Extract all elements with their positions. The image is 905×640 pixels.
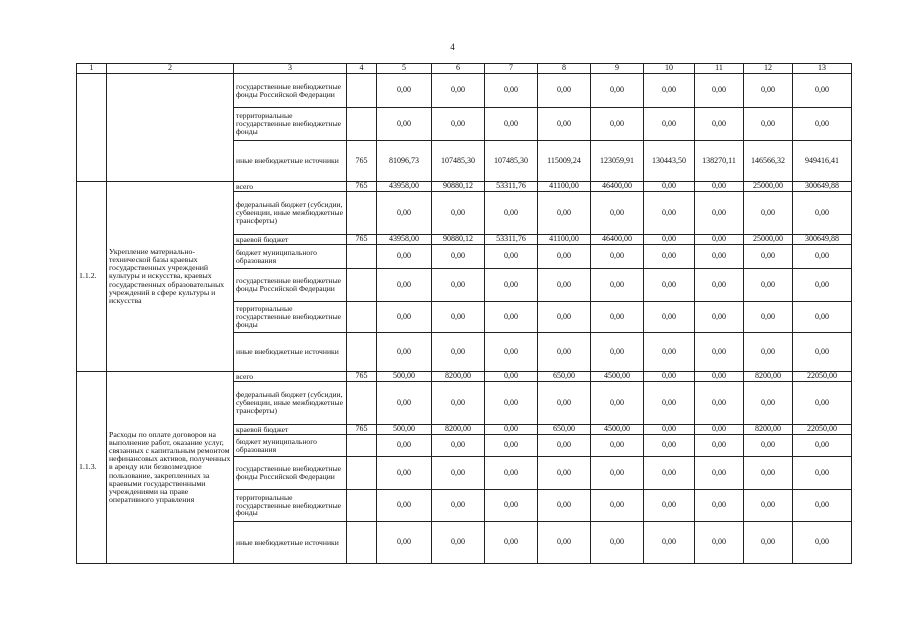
table-row <box>77 74 852 108</box>
value-cell: 0,00 <box>377 192 432 235</box>
value-cell: 0,00 <box>793 457 852 490</box>
value-cell: 0,00 <box>793 382 852 425</box>
header-cell: 3 <box>234 64 347 74</box>
funding-source-cell: территориальные государственные внебюджетные фонды <box>234 108 347 141</box>
value-cell: 0,00 <box>695 382 744 425</box>
value-cell: 0,00 <box>538 108 591 141</box>
value-cell: 0,00 <box>793 302 852 333</box>
value-cell: 0,00 <box>644 302 695 333</box>
value-cell: 0,00 <box>744 522 793 564</box>
code-cell <box>347 269 377 302</box>
header-cell: 5 <box>377 64 432 74</box>
value-cell: 650,00 <box>538 425 591 435</box>
funding-source-cell: иные внебюджетные источники <box>234 141 347 182</box>
header-cell: 10 <box>644 64 695 74</box>
value-cell: 0,00 <box>644 192 695 235</box>
value-cell: 4500,00 <box>591 425 644 435</box>
value-cell: 46400,00 <box>591 235 644 245</box>
value-cell: 0,00 <box>377 74 432 108</box>
value-cell: 0,00 <box>591 74 644 108</box>
value-cell: 146566,32 <box>744 141 793 182</box>
value-cell: 0,00 <box>695 435 744 457</box>
value-cell: 0,00 <box>538 302 591 333</box>
value-cell: 0,00 <box>644 235 695 245</box>
funding-source-cell: иные внебюджетные источники <box>234 333 347 372</box>
value-cell: 0,00 <box>695 269 744 302</box>
value-cell: 0,00 <box>793 333 852 372</box>
code-cell <box>347 457 377 490</box>
value-cell: 0,00 <box>695 457 744 490</box>
code-cell <box>347 522 377 564</box>
header-cell: 1 <box>77 64 107 74</box>
value-cell: 138270,11 <box>695 141 744 182</box>
value-cell: 0,00 <box>744 435 793 457</box>
value-cell: 107485,30 <box>432 141 485 182</box>
value-cell: 0,00 <box>485 457 538 490</box>
code-cell: 765 <box>347 372 377 382</box>
header-cell: 11 <box>695 64 744 74</box>
value-cell: 0,00 <box>695 302 744 333</box>
value-cell: 115009,24 <box>538 141 591 182</box>
value-cell: 0,00 <box>644 333 695 372</box>
value-cell: 0,00 <box>485 108 538 141</box>
value-cell: 0,00 <box>644 522 695 564</box>
funding-source-cell: федеральный бюджет (субсидии, субвенции, иные межбюджетные трансферты) <box>234 382 347 425</box>
value-cell: 0,00 <box>377 490 432 522</box>
value-cell: 41100,00 <box>538 182 591 192</box>
value-cell: 0,00 <box>538 245 591 269</box>
code-cell: 765 <box>347 235 377 245</box>
value-cell: 0,00 <box>695 74 744 108</box>
value-cell: 0,00 <box>793 522 852 564</box>
value-cell: 0,00 <box>744 382 793 425</box>
value-cell: 0,00 <box>591 269 644 302</box>
value-cell: 0,00 <box>432 108 485 141</box>
value-cell: 650,00 <box>538 372 591 382</box>
budget-table <box>76 63 852 564</box>
value-cell: 0,00 <box>377 302 432 333</box>
value-cell: 0,00 <box>377 333 432 372</box>
funding-source-cell: краевой бюджет <box>234 425 347 435</box>
value-cell: 0,00 <box>538 192 591 235</box>
value-cell: 0,00 <box>744 108 793 141</box>
table-row <box>77 372 852 382</box>
header-cell: 7 <box>485 64 538 74</box>
table-body <box>77 74 852 564</box>
value-cell: 0,00 <box>644 372 695 382</box>
value-cell: 0,00 <box>485 522 538 564</box>
value-cell: 0,00 <box>793 269 852 302</box>
value-cell: 0,00 <box>695 245 744 269</box>
value-cell: 0,00 <box>485 382 538 425</box>
index-cell <box>77 74 107 182</box>
funding-source-cell: всего <box>234 372 347 382</box>
value-cell: 0,00 <box>793 192 852 235</box>
value-cell: 4500,00 <box>591 372 644 382</box>
code-cell <box>347 435 377 457</box>
section-index-cell: 1.1.3. <box>77 372 107 564</box>
value-cell: 123059,91 <box>591 141 644 182</box>
value-cell: 43958,00 <box>377 235 432 245</box>
value-cell: 0,00 <box>432 457 485 490</box>
value-cell: 0,00 <box>432 522 485 564</box>
funding-source-cell: иные внебюджетные источники <box>234 522 347 564</box>
page-number: 4 <box>450 42 455 52</box>
funding-source-cell: государственные внебюджетные фонды Российской Федерации <box>234 74 347 108</box>
value-cell: 0,00 <box>538 333 591 372</box>
value-cell: 22050,00 <box>793 425 852 435</box>
value-cell: 0,00 <box>793 490 852 522</box>
value-cell: 0,00 <box>377 522 432 564</box>
code-cell <box>347 108 377 141</box>
value-cell: 0,00 <box>644 269 695 302</box>
value-cell: 0,00 <box>432 269 485 302</box>
section-index-cell: 1.1.2. <box>77 182 107 372</box>
value-cell: 8200,00 <box>744 372 793 382</box>
value-cell: 0,00 <box>591 192 644 235</box>
value-cell: 0,00 <box>744 245 793 269</box>
value-cell: 0,00 <box>432 245 485 269</box>
section-title-cell: Укрепление материально-технической базы краевых государственных учреждений культуры и искусства, краевых государственных образовательных учреждений в сфере культуры и искусства <box>107 182 234 372</box>
value-cell: 500,00 <box>377 425 432 435</box>
code-cell: 765 <box>347 141 377 182</box>
value-cell: 0,00 <box>485 425 538 435</box>
funding-source-cell: государственные внебюджетные фонды Российской Федерации <box>234 457 347 490</box>
value-cell: 0,00 <box>591 302 644 333</box>
value-cell: 0,00 <box>695 182 744 192</box>
value-cell: 0,00 <box>744 302 793 333</box>
code-cell: 765 <box>347 425 377 435</box>
funding-source-cell: территориальные государственные внебюджетные фонды <box>234 302 347 333</box>
value-cell: 0,00 <box>432 74 485 108</box>
value-cell: 0,00 <box>744 269 793 302</box>
code-cell <box>347 302 377 333</box>
header-cell: 13 <box>793 64 852 74</box>
value-cell: 0,00 <box>591 522 644 564</box>
value-cell: 0,00 <box>744 333 793 372</box>
funding-source-cell: краевой бюджет <box>234 235 347 245</box>
value-cell: 0,00 <box>538 382 591 425</box>
value-cell: 0,00 <box>485 192 538 235</box>
value-cell: 0,00 <box>793 108 852 141</box>
value-cell: 0,00 <box>485 245 538 269</box>
section-title-cell: Расходы по оплате договоров на выполнение работ, оказание услуг, связанных с капитальным ремонтом нефинансовых активов, полученных в аренду или безвозмездное пользование, закрепленных за краевыми государственными учреждениями на праве оперативного управления <box>107 372 234 564</box>
value-cell: 8200,00 <box>744 425 793 435</box>
value-cell: 0,00 <box>591 245 644 269</box>
value-cell: 0,00 <box>793 74 852 108</box>
value-cell: 0,00 <box>485 435 538 457</box>
value-cell: 0,00 <box>432 382 485 425</box>
funding-source-cell: федеральный бюджет (субсидии, субвенции, иные межбюджетные трансферты) <box>234 192 347 235</box>
value-cell: 0,00 <box>793 245 852 269</box>
value-cell: 107485,30 <box>485 141 538 182</box>
table-row <box>77 182 852 192</box>
value-cell: 0,00 <box>644 245 695 269</box>
value-cell: 0,00 <box>744 457 793 490</box>
value-cell: 0,00 <box>644 74 695 108</box>
value-cell: 25000,00 <box>744 182 793 192</box>
code-cell <box>347 74 377 108</box>
value-cell: 53311,76 <box>485 235 538 245</box>
value-cell: 300649,88 <box>793 182 852 192</box>
value-cell: 25000,00 <box>744 235 793 245</box>
value-cell: 0,00 <box>538 269 591 302</box>
value-cell: 0,00 <box>695 522 744 564</box>
value-cell: 0,00 <box>591 435 644 457</box>
funding-source-cell: бюджет муниципального образования <box>234 435 347 457</box>
value-cell: 8200,00 <box>432 372 485 382</box>
value-cell: 0,00 <box>695 235 744 245</box>
value-cell: 22050,00 <box>793 372 852 382</box>
value-cell: 0,00 <box>377 245 432 269</box>
value-cell: 0,00 <box>377 457 432 490</box>
value-cell: 41100,00 <box>538 235 591 245</box>
value-cell: 46400,00 <box>591 182 644 192</box>
value-cell: 0,00 <box>744 490 793 522</box>
value-cell: 0,00 <box>432 490 485 522</box>
value-cell: 0,00 <box>432 333 485 372</box>
value-cell: 0,00 <box>377 108 432 141</box>
value-cell: 0,00 <box>644 457 695 490</box>
code-cell <box>347 490 377 522</box>
funding-source-cell: всего <box>234 182 347 192</box>
value-cell: 0,00 <box>591 457 644 490</box>
value-cell: 8200,00 <box>432 425 485 435</box>
value-cell: 0,00 <box>591 108 644 141</box>
value-cell: 0,00 <box>644 425 695 435</box>
header-cell: 2 <box>107 64 234 74</box>
value-cell: 0,00 <box>695 425 744 435</box>
funding-source-cell: территориальные государственные внебюджетные фонды <box>234 490 347 522</box>
value-cell: 0,00 <box>377 435 432 457</box>
value-cell: 53311,76 <box>485 182 538 192</box>
code-cell <box>347 382 377 425</box>
value-cell: 0,00 <box>644 435 695 457</box>
value-cell: 0,00 <box>432 192 485 235</box>
value-cell: 43958,00 <box>377 182 432 192</box>
value-cell: 0,00 <box>695 108 744 141</box>
value-cell: 0,00 <box>644 182 695 192</box>
value-cell: 0,00 <box>538 457 591 490</box>
value-cell: 0,00 <box>793 435 852 457</box>
value-cell: 0,00 <box>744 74 793 108</box>
header-cell: 6 <box>432 64 485 74</box>
value-cell: 0,00 <box>377 382 432 425</box>
value-cell: 949416,41 <box>793 141 852 182</box>
funding-source-cell: государственные внебюджетные фонды Российской Федерации <box>234 269 347 302</box>
header-cell: 8 <box>538 64 591 74</box>
value-cell: 0,00 <box>432 435 485 457</box>
value-cell: 0,00 <box>744 192 793 235</box>
code-cell: 765 <box>347 182 377 192</box>
value-cell: 0,00 <box>485 372 538 382</box>
value-cell: 0,00 <box>538 490 591 522</box>
funding-source-cell: бюджет муниципального образования <box>234 245 347 269</box>
value-cell: 0,00 <box>644 108 695 141</box>
value-cell: 0,00 <box>538 522 591 564</box>
value-cell: 300649,88 <box>793 235 852 245</box>
value-cell: 500,00 <box>377 372 432 382</box>
header-cell: 12 <box>744 64 793 74</box>
value-cell: 0,00 <box>591 490 644 522</box>
value-cell: 130443,50 <box>644 141 695 182</box>
value-cell: 0,00 <box>644 382 695 425</box>
header-cell: 9 <box>591 64 644 74</box>
value-cell: 0,00 <box>591 382 644 425</box>
title-cell <box>107 74 234 182</box>
value-cell: 0,00 <box>695 333 744 372</box>
value-cell: 90880,12 <box>432 182 485 192</box>
value-cell: 0,00 <box>695 372 744 382</box>
value-cell: 0,00 <box>432 302 485 333</box>
value-cell: 0,00 <box>485 490 538 522</box>
value-cell: 0,00 <box>377 269 432 302</box>
value-cell: 0,00 <box>485 302 538 333</box>
value-cell: 0,00 <box>591 333 644 372</box>
value-cell: 0,00 <box>538 74 591 108</box>
value-cell: 0,00 <box>538 435 591 457</box>
value-cell: 90880,12 <box>432 235 485 245</box>
value-cell: 0,00 <box>644 490 695 522</box>
code-cell <box>347 333 377 372</box>
value-cell: 0,00 <box>695 490 744 522</box>
code-cell <box>347 192 377 235</box>
value-cell: 0,00 <box>485 74 538 108</box>
value-cell: 0,00 <box>695 192 744 235</box>
value-cell: 0,00 <box>485 333 538 372</box>
value-cell: 0,00 <box>485 269 538 302</box>
code-cell <box>347 245 377 269</box>
header-cell: 4 <box>347 64 377 74</box>
header-row <box>77 64 852 74</box>
value-cell: 81096,73 <box>377 141 432 182</box>
